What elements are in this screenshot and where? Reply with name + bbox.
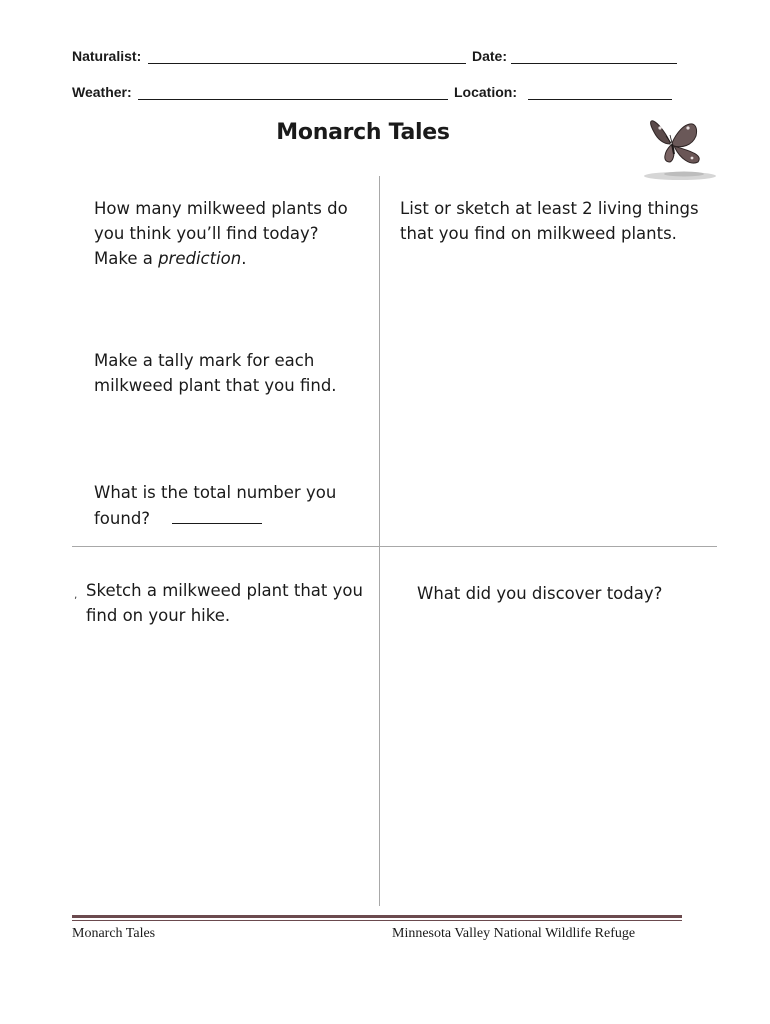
weather-field[interactable] — [138, 99, 448, 100]
date-label: Date: — [472, 48, 508, 64]
total-line-2 — [94, 505, 336, 531]
footer-left-text: Monarch Tales — [72, 926, 156, 941]
sketch-line-1: Sketch a milkweed plant that you — [86, 581, 363, 600]
sketch-line-2: find on your hike. — [86, 606, 231, 625]
footer-rule-thick — [72, 915, 682, 918]
prediction-line-2: you think you’ll find today? — [94, 224, 319, 243]
location-field[interactable] — [528, 99, 672, 100]
total-answer-field[interactable] — [172, 505, 262, 524]
footer-rule-thin — [72, 920, 682, 921]
prediction-line-3-prefix: Make a — [94, 249, 159, 268]
naturalist-label: Naturalist: — [72, 48, 142, 64]
tally-prompt — [94, 348, 337, 398]
footer-right-text: Minnesota Valley National Wildlife Refuge — [392, 926, 636, 941]
total-line-2-text: found? — [94, 509, 151, 528]
prediction-line-3 — [94, 246, 348, 271]
weather-label: Weather: — [72, 84, 132, 100]
sketch-prompt — [86, 578, 363, 628]
prediction-prompt — [94, 196, 348, 271]
prediction-line-3-suffix: . — [241, 249, 247, 268]
prediction-line-1: How many milkweed plants do — [94, 199, 348, 218]
vertical-divider — [379, 176, 380, 906]
tally-line-2: milkweed plant that you find. — [94, 376, 337, 395]
living-things-prompt — [400, 196, 699, 246]
naturalist-field[interactable] — [148, 63, 466, 64]
tally-line-1: Make a tally mark for each — [94, 351, 315, 370]
prediction-word: prediction — [158, 249, 242, 268]
stray-mark: ‚ — [74, 590, 78, 601]
location-label: Location: — [454, 84, 517, 100]
living-things-line-2: that you find on milkweed plants. — [400, 224, 677, 243]
discover-prompt: What did you discover today? — [417, 584, 663, 603]
total-prompt — [94, 480, 336, 531]
butterfly-icon — [630, 110, 720, 190]
horizontal-divider — [72, 546, 717, 547]
living-things-line-1: List or sketch at least 2 living things — [400, 199, 699, 218]
date-field[interactable] — [511, 63, 677, 64]
page-title: Monarch Tales — [276, 120, 450, 145]
total-line-1: What is the total number you — [94, 483, 337, 502]
